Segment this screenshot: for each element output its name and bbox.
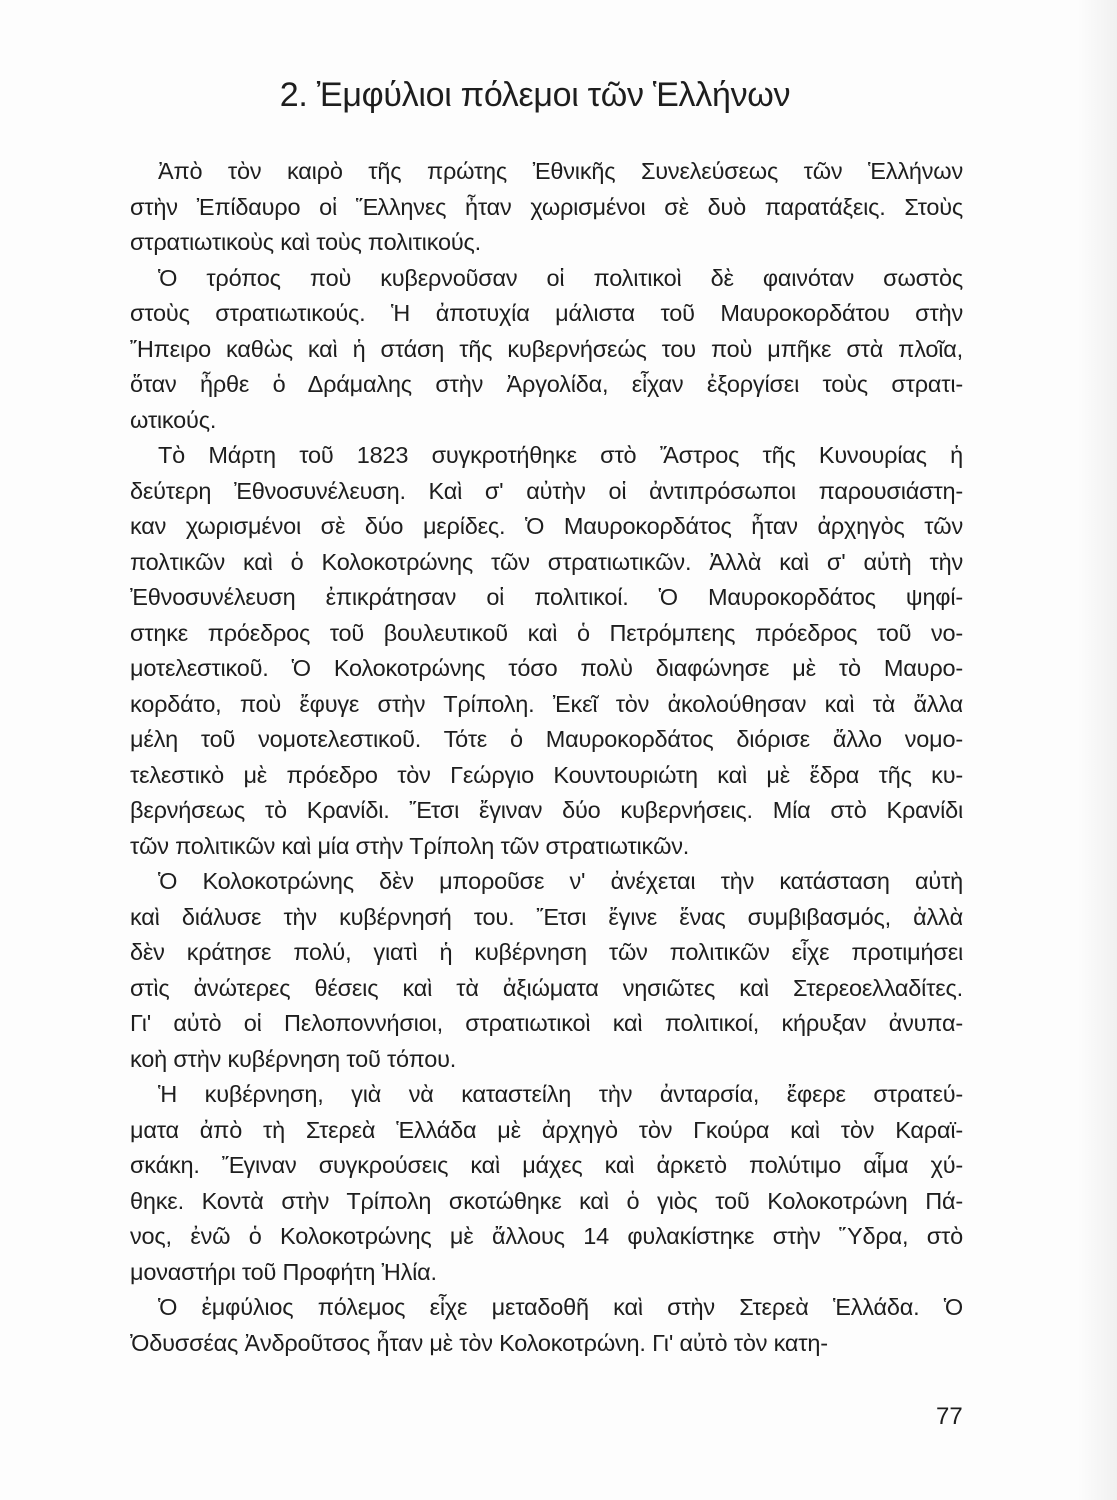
text-line: Ἡ κυβέρνηση, γιὰ νὰ καταστείλη τὴν ἀνταρσία, ἔφερε στρατεύ- bbox=[158, 1081, 963, 1107]
text-line: στὶς ἀνώτερες θέσεις καὶ τὰ ἀξιώματα νησιῶτες καὶ Στερεοελλαδίτες. bbox=[130, 974, 963, 1001]
text-line: ὅταν ἦρθε ὁ Δράμαλης στὴν Ἀργολίδα, εἶχαν ἐξοργίσει τοὺς στρατι- bbox=[130, 371, 963, 397]
body-text bbox=[130, 154, 963, 1361]
text-line: σκάκη. Ἔγιναν συγκρούσεις καὶ μάχες καὶ ἀρκετὸ πολύτιμο αἷμα χύ- bbox=[130, 1152, 963, 1178]
page-number: 77 bbox=[936, 1403, 963, 1430]
text-line: ματα ἀπὸ τὴ Στερεὰ Ἑλλάδα μὲ ἀρχηγὸ τὸν Γκούρα καὶ τὸν Καραϊ- bbox=[130, 1116, 963, 1143]
text-line: βερνήσεως τὸ Κρανίδι. Ἔτσι ἔγιναν δύο κυβερνήσεις. Μία στὸ Κρανίδι bbox=[130, 797, 963, 823]
text-line: στρατιωτικοὺς καὶ τοὺς πολιτικούς. bbox=[130, 229, 481, 255]
text-line: Ἐθνοσυνέλευση ἐπικράτησαν οἱ πολιτικοί. Ὁ Μαυροκορδάτος ψηφί- bbox=[130, 584, 963, 610]
text-line: Γι' αὐτὸ οἱ Πελοποννήσιοι, στρατιωτικοὶ καὶ πολιτικοί, κήρυξαν ἀνυπα- bbox=[130, 1010, 963, 1036]
text-line: δὲν κράτησε πολύ, γιατὶ ἡ κυβέρνηση τῶν πολιτικῶν εἶχε προτιμήσει bbox=[130, 939, 963, 965]
text-line: καὶ διάλυσε τὴν κυβέρνησή του. Ἔτσι ἔγινε ἕνας συμβιβασμός, ἀλλὰ bbox=[130, 903, 963, 930]
text-line: Ὁ Κολοκοτρώνης δὲν μποροῦσε ν' ἀνέχεται τὴν κατάσταση αὐτὴ bbox=[158, 868, 963, 894]
text-line: τελεστικὸ μὲ πρόεδρο τὸν Γεώργιο Κουντουριώτη καὶ μὲ ἕδρα τῆς κυ- bbox=[130, 761, 963, 788]
paragraph bbox=[130, 864, 963, 1077]
text-line: Τὸ Μάρτη τοῦ 1823 συγκροτήθηκε στὸ Ἄστρος τῆς Κυνουρίας ἡ bbox=[158, 442, 963, 468]
text-line: μοναστήρι τοῦ Προφήτη Ἠλία. bbox=[130, 1258, 437, 1285]
text-line: στὴν Ἐπίδαυρο οἱ Ἕλληνες ἦταν χωρισμένοι σὲ δυὸ παρατάξεις. Στοὺς bbox=[130, 193, 963, 220]
paragraph bbox=[130, 438, 963, 864]
text-line: Ὁ ἐμφύλιος πόλεμος εἶχε μεταδοθῆ καὶ στὴν Στερεὰ Ἑλλάδα. Ὁ bbox=[158, 1294, 963, 1320]
text-line: Ὀδυσσέας Ἀνδροῦτσος ἦταν μὲ τὸν Κολοκοτρώνη. Γι' αὐτὸ τὸν κατη- bbox=[130, 1329, 828, 1356]
text-line: νος, ἐνῶ ὁ Κολοκοτρώνης μὲ ἄλλους 14 φυλακίστηκε στὴν Ὕδρα, στὸ bbox=[130, 1223, 963, 1249]
paragraph bbox=[130, 154, 963, 261]
text-line: στοὺς στρατιωτικούς. Ἡ ἀποτυχία μάλιστα τοῦ Μαυροκορδάτου στὴν bbox=[130, 300, 963, 326]
page-edge-shadow bbox=[1077, 0, 1117, 1500]
chapter-title: 2. Ἐμφύλιοι πόλεμοι τῶν Ἑλλήνων bbox=[279, 76, 791, 114]
text-line: στηκε πρόεδρος τοῦ βουλευτικοῦ καὶ ὁ Πετρόμπεης πρόεδρος τοῦ νο- bbox=[130, 619, 963, 646]
text-line: μέλη τοῦ νομοτελεστικοῦ. Τότε ὁ Μαυροκορδάτος διόρισε ἄλλο νομο- bbox=[130, 726, 963, 752]
text-line: Ἤπειρο καθὼς καὶ ἡ στάση τῆς κυβερνήσεώς του ποὺ μπῆκε στὰ πλοῖα, bbox=[130, 335, 963, 362]
text-line: Ἀπὸ τὸν καιρὸ τῆς πρώτης Ἐθνικῆς Συνελεύσεως τῶν Ἑλλήνων bbox=[158, 158, 963, 184]
text-line: τῶν πολιτικῶν καὶ μία στὴν Τρίπολη τῶν στρατιωτικῶν. bbox=[130, 832, 690, 859]
paragraph bbox=[130, 261, 963, 439]
text-line: πολτικῶν καὶ ὁ Κολοκοτρώνης τῶν στρατιωτικῶν. Ἀλλὰ καὶ σ' αὐτὴ τὴν bbox=[130, 548, 963, 575]
paragraph bbox=[130, 1290, 963, 1361]
text-line: θηκε. Κοντὰ στὴν Τρίπολη σκοτώθηκε καὶ ὁ γιὸς τοῦ Κολοκοτρώνη Πά- bbox=[130, 1187, 963, 1214]
text-line: καν χωρισμένοι σὲ δύο μερίδες. Ὁ Μαυροκορδάτος ἦταν ἀρχηγὸς τῶν bbox=[130, 513, 963, 539]
text-line: κορδάτο, ποὺ ἔφυγε στὴν Τρίπολη. Ἐκεῖ τὸν ἀκολούθησαν καὶ τὰ ἄλλα bbox=[130, 690, 963, 717]
text-line: μοτελεστικοῦ. Ὁ Κολοκοτρώνης τόσο πολὺ διαφώνησε μὲ τὸ Μαυρο- bbox=[130, 655, 963, 681]
text-line: κοὴ στὴν κυβέρνηση τοῦ τόπου. bbox=[130, 1045, 457, 1072]
text-line: δεύτερη Ἐθνοσυνέλευση. Καὶ σ' αὐτὴν οἱ ἀντιπρόσωποι παρουσιάστη- bbox=[130, 477, 963, 504]
text-line: Ὁ τρόπος ποὺ κυβερνοῦσαν οἱ πολιτικοὶ δὲ φαινόταν σωστὸς bbox=[158, 264, 963, 291]
text-line: ωτικούς. bbox=[130, 406, 217, 433]
paragraph bbox=[130, 1077, 963, 1290]
